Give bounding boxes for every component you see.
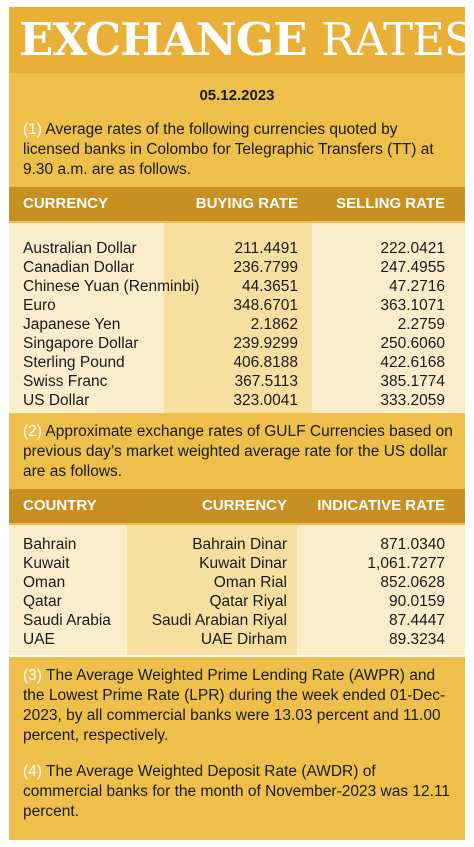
table-row: Kuwait Kuwait Dinar 1,061.7277 (23, 555, 445, 572)
note-4-number: (4) (23, 763, 42, 780)
table-row: US Dollar 323.0041 333.2059 (23, 392, 445, 409)
note-2 (23, 422, 455, 482)
note-1 (23, 120, 455, 180)
note-3-number: (3) (23, 667, 42, 684)
date: 05.12.2023 (199, 87, 275, 104)
note-3-text: The Average Weighted Prime Lending Rate (AWPR) and the Lowest Prime Rate (LPR) during the week ended 01-Dec-2023, by all commercial banks were 13.03 percent and 11.00 percent, respectively. (23, 667, 446, 744)
title-light: RATES (321, 13, 474, 66)
note-1-text: Average rates of the following currencies quoted by licensed banks in Colombo for Telegraphic Transfers (TT) at 9.30 a.m. are as follows. (23, 121, 434, 178)
exchange-rates-card (9, 7, 474, 840)
table-row: Chinese Yuan (Renminbi) 44.3651 47.2716 (23, 278, 445, 295)
table-row: Swiss Franc 367.5113 385.1774 (23, 373, 445, 390)
currency-table (9, 223, 465, 413)
title-bold: EXCHANGE (19, 13, 307, 66)
note-3 (23, 666, 455, 746)
note-4-text: The Average Weighted Deposit Rate (AWDR) of commercial banks for the month of November-2023 was 12.11 percent. (23, 763, 451, 820)
table-row: UAE UAE Dirham 89.3234 (23, 631, 445, 648)
col-indicative-rate: INDICATIVE RATE (317, 497, 445, 514)
table-row: Australian Dollar 211.4491 222.0421 (23, 240, 445, 257)
note-4 (23, 762, 455, 822)
currency-table-header (9, 187, 465, 221)
table-row: Bahrain Bahrain Dinar 871.0340 (23, 536, 445, 553)
col-currency: CURRENCY (201, 497, 287, 514)
table-row: Euro 348.6701 363.1071 (23, 297, 445, 314)
note-1-number: (1) (23, 121, 42, 138)
table-row: Qatar Qatar Riyal 90.0159 (23, 593, 445, 610)
col-selling-rate: SELLING RATE (336, 195, 445, 212)
table-row: Oman Oman Rial 852.0628 (23, 574, 445, 591)
col-country: COUNTRY (23, 497, 97, 514)
page-title (9, 7, 474, 73)
note-2-number: (2) (23, 423, 42, 440)
gulf-table (9, 525, 465, 655)
gulf-table-header (9, 489, 465, 523)
col-currency: CURRENCY (23, 195, 109, 212)
table-row: Sterling Pound 406.8188 422.6168 (23, 354, 445, 371)
table-row: Saudi Arabia Saudi Arabian Riyal 87.4447 (23, 612, 445, 629)
note-2-text: Approximate exchange rates of GULF Currencies based on previous day’s market weighted average rate for the US dollar are as follows. (23, 423, 453, 480)
divider (9, 655, 465, 657)
table-row: Singapore Dollar 239.9299 250.6060 (23, 335, 445, 352)
table-row: Canadian Dollar 236.7799 247.4955 (23, 259, 445, 276)
col-buying-rate: BUYING RATE (195, 195, 298, 212)
table-row: Japanese Yen 2.1862 2.2759 (23, 316, 445, 333)
